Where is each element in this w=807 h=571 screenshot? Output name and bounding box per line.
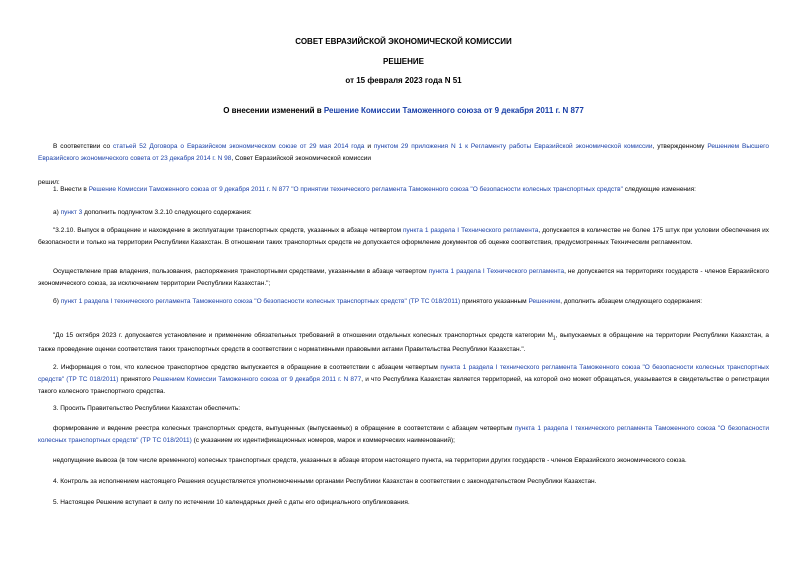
org-heading: СОВЕТ ЕВРАЗИЙСКОЙ ЭКОНОМИЧЕСКОЙ КОМИССИИ: [295, 37, 512, 46]
document-title: [0, 106, 807, 116]
text: "До 15 октября 2023 г. допускается установление и применение обязательных требований в отношении отдельных колесных транспортных средств категории: [53, 332, 548, 339]
link-decision-877[interactable]: Решением Комиссии Таможенного союза от 9 декабря 2011 г. N 877: [152, 376, 362, 383]
link-tr-ts-018[interactable]: пункта 1 раздела I технического регламента Таможенного союза "О безопасности колесных транспортных средств" (ТР ТС 018/2011): [38, 364, 769, 383]
paragraph-item-a: [38, 207, 769, 219]
category-m1: [547, 332, 556, 342]
link-tr-ts-018[interactable]: пункта 1 раздела I технического регламента Таможенного союза "О безопасности колесных транспортных средств" (ТР ТС 018/2011): [38, 425, 769, 444]
doc-type-heading: РЕШЕНИЕ: [383, 57, 424, 66]
paragraph-export-ban: недопущение вывоза (в том числе временного) колесных транспортных средств, указанных в абзаце втором настоящего пункта, на территории других государств - членов Евразийского экономического союза.: [53, 457, 687, 464]
text: принятого: [118, 376, 153, 383]
paragraph-item-5: 5. Настоящее Решение вступает в силу по истечении 10 календарных дней с даты его официального опубликования.: [53, 499, 410, 506]
text: б): [53, 298, 61, 305]
link-section-1-point-1[interactable]: пункта 1 раздела I Технического регламента: [428, 268, 565, 275]
paragraph-preamble: [38, 141, 769, 165]
date-number-heading: от 15 февраля 2023 года N 51: [345, 76, 462, 85]
paragraph-subpoint-3-2-10: [38, 225, 769, 249]
title-prefix: О внесении изменений в: [223, 106, 324, 115]
text: следующие изменения:: [622, 186, 696, 193]
text: (с указанием их идентификационных номеров, марок и коммерческих наименований);: [191, 437, 455, 444]
category-subscript: 1: [552, 335, 556, 342]
text: дополнить подпунктом 3.2.10 следующего содержания:: [82, 209, 252, 216]
paragraph-item-1: [38, 184, 769, 196]
link-decision[interactable]: Решением: [528, 298, 561, 305]
text: Осуществление прав владения, пользования, распоряжения транспортными средствами, указанными в абзаце четвертом: [53, 268, 429, 275]
link-point-3[interactable]: пункт 3: [60, 209, 83, 216]
text: , и что Республика Казахстан является территорией, на которой оно может обращаться, указывается в свидетельстве о регистрации такого колесного транспортного средства.: [38, 376, 769, 395]
category-letter: M: [547, 332, 553, 339]
paragraph-registry: [38, 423, 769, 447]
paragraph-item-2: [38, 362, 769, 398]
paragraph-new-clause: [38, 330, 769, 356]
title-link[interactable]: Решение Комиссии Таможенного союза от 9 декабря 2011 г. N 877: [323, 106, 584, 115]
text: а): [53, 209, 61, 216]
text: В соответствии со: [53, 143, 114, 150]
text: формирование и ведение реестра колесных транспортных средств, выпущенных (выпускаемых) в обращение в соответствии с абзацем четвертым: [53, 425, 515, 432]
text: , утвержденному: [652, 143, 708, 150]
paragraph-resolved: решил:: [38, 179, 60, 186]
paragraph-item-b: [38, 296, 769, 308]
link-tr-ts-018[interactable]: пункт 1 раздела I технического регламента Таможенного союза "О безопасности колесных транспортных средств" (ТР ТС 018/2011): [60, 298, 461, 305]
paragraph-item-4: 4. Контроль за исполнением настоящего Решения осуществляется уполномоченными органами Республики Казахстан в соответствии с законодательством Республики Казахстан.: [53, 478, 597, 485]
link-section-1-point-1[interactable]: пункта 1 раздела I Технического регламента: [403, 227, 539, 234]
text: , дополнить абзацем следующего содержания:: [560, 298, 703, 305]
text: , не допускается на территориях государств - членов Евразийского экономического союза, за исключением территории Республики Казахстан.";: [38, 268, 769, 287]
paragraph-item-3: 3. Просить Правительство Республики Казахстан обеспечить:: [53, 405, 241, 412]
text: 1. Внести в: [53, 186, 89, 193]
text: , допускается в количестве не более 175 штук при условии обеспечения их безопасности и только на территории Республики Казахстан. В отношении таких транспортных средств не допускается оформление документов об оценке соответствия, предусмотренных Техническим регламентом.: [38, 227, 769, 246]
link-decision-98[interactable]: Решением Высшего Евразийского экономического совета от 23 декабря 2014 г. N 98: [38, 143, 769, 162]
link-decision-877-full[interactable]: Решение Комиссии Таможенного союза от 9 декабря 2011 г. N 877 "О принятии технического регламента Таможенного союза "О безопасности колесных транспортных средств": [88, 186, 623, 193]
text: принятого указанным: [460, 298, 529, 305]
link-rules-item-29[interactable]: пунктом 29 приложения N 1 к Регламенту работы Евразийской экономической комиссии: [373, 143, 653, 150]
link-treaty-article-52[interactable]: статьей 52 Договора о Евразийском экономическом союзе от 29 мая 2014 года: [113, 143, 365, 150]
text: 2. Информация о том, что колесное транспортное средство выпускается в обращение в соответствии с абзацем четвертым: [53, 364, 441, 371]
text: "3.2.10. Выпуск в обращение и нахождение в эксплуатации транспортных средств, указанных в абзаце четвертом: [53, 227, 404, 234]
text: , Совет Евразийской экономической комиссии: [231, 155, 371, 162]
text: и: [364, 143, 374, 150]
text: , выпускаемых в обращение на территории Республики Казахстан, а также проведение оценки соответствия таких транспортных средств в соответствии с нормативными правовыми актами Правительства Республики Казахстан.".: [38, 332, 769, 354]
paragraph-ownership: [38, 266, 769, 290]
